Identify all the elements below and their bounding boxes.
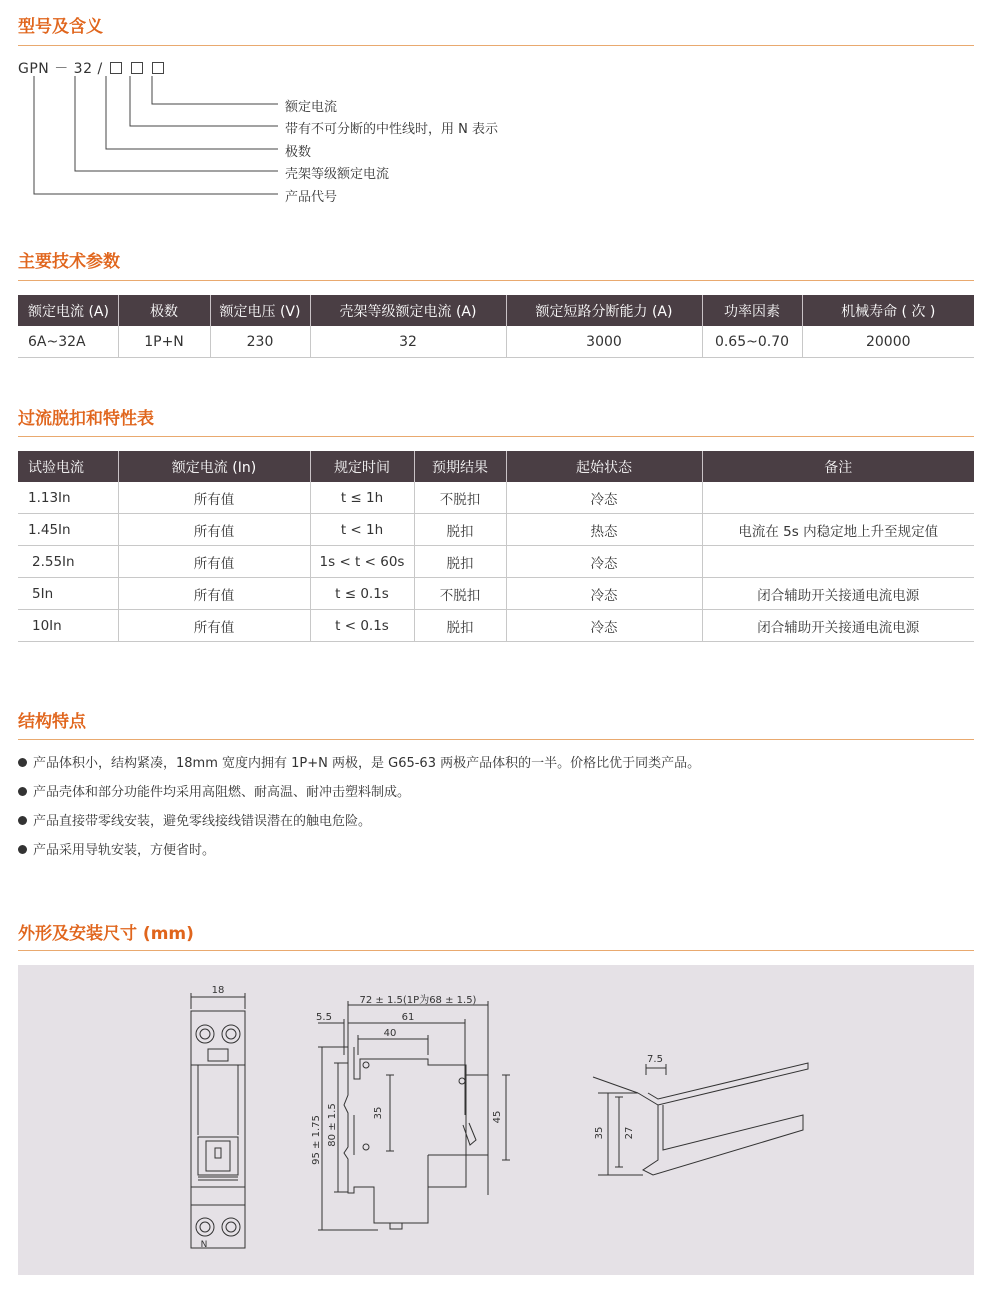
table-cell: 2.55In	[18, 546, 118, 578]
section-title-params: 主要技术参数	[18, 252, 120, 272]
section-divider	[18, 739, 974, 740]
table-header-row	[18, 451, 974, 482]
feature-text: 产品体积小，结构紧凑，18mm 宽度内拥有 1P+N 两极，是 G65-63 两极产品体积的一半。价格比优于同类产品。	[33, 756, 701, 771]
table-cell: 230	[210, 326, 310, 358]
meaning-rated-current: 额定电流	[285, 100, 338, 115]
params-table	[18, 295, 974, 358]
trip-table	[18, 451, 974, 642]
table-header: 机械寿命 ( 次 )	[802, 295, 974, 326]
table-cell: 脱扣	[414, 514, 506, 546]
table-cell	[702, 482, 974, 514]
table-cell: t < 0.1s	[310, 610, 414, 642]
section-title-features: 结构特点	[18, 712, 86, 732]
table-cell: 电流在 5s 内稳定地上升至规定值	[702, 514, 974, 546]
table-header: 起始状态	[506, 451, 702, 482]
feature-text: 产品壳体和部分功能件均采用高阻燃、耐高温、耐冲击塑料制成。	[33, 785, 411, 800]
dim-80: 80 ± 1.5	[327, 1103, 338, 1147]
bullet-icon	[18, 787, 27, 796]
table-cell	[702, 546, 974, 578]
table-header: 极数	[118, 295, 210, 326]
table-cell: t ≤ 0.1s	[310, 578, 414, 610]
model-prefix: GPN	[18, 61, 50, 77]
table-cell: 不脱扣	[414, 482, 506, 514]
table-cell: 冷态	[506, 578, 702, 610]
table-cell: 脱扣	[414, 610, 506, 642]
dim-total-depth: 72 ± 1.5(1P为68 ± 1.5)	[359, 995, 477, 1006]
bullet-icon	[18, 845, 27, 854]
table-row	[18, 514, 974, 546]
table-cell: 所有值	[118, 610, 310, 642]
table-row	[18, 326, 974, 358]
feature-text: 产品直接带零线安装，避免零线接线错误潜在的触电危险。	[33, 814, 372, 829]
list-item	[18, 839, 215, 858]
dim-45: 45	[492, 1110, 503, 1124]
table-header: 壳架等级额定电流 (A)	[310, 295, 506, 326]
table-header: 试验电流	[18, 451, 118, 482]
din-rail	[593, 1063, 808, 1175]
dim-rail-7-5: 7.5	[647, 1054, 663, 1065]
table-cell: 所有值	[118, 514, 310, 546]
list-item	[18, 781, 410, 800]
dimension-drawing-panel	[18, 965, 974, 1275]
table-cell: 3000	[506, 326, 702, 358]
table-header: 备注	[702, 451, 974, 482]
meaning-poles: 极数	[285, 145, 312, 160]
table-row	[18, 578, 974, 610]
table-header: 额定电流 (A)	[18, 295, 118, 326]
table-header-row	[18, 295, 974, 326]
section-title-trip: 过流脱扣和特性表	[18, 409, 154, 429]
list-item	[18, 752, 700, 771]
dim-rail-27: 27	[624, 1126, 635, 1140]
table-row	[18, 610, 974, 642]
dim-front-width: 18	[211, 985, 225, 996]
table-cell: 所有值	[118, 482, 310, 514]
table-cell: 脱扣	[414, 546, 506, 578]
table-cell: 不脱扣	[414, 578, 506, 610]
section-title-dims: 外形及安装尺寸 (mm)	[18, 924, 194, 944]
section-divider	[18, 280, 974, 281]
table-header: 额定电流 (In)	[118, 451, 310, 482]
dim-rail-35: 35	[594, 1126, 605, 1140]
model-leader-lines	[0, 0, 300, 210]
table-cell: 闭合辅助开关接通电流电源	[702, 610, 974, 642]
table-header: 额定电压 (V)	[210, 295, 310, 326]
table-cell: 冷态	[506, 610, 702, 642]
meaning-product-code: 产品代号	[285, 190, 338, 205]
table-cell: 6A~32A	[18, 326, 118, 358]
bullet-icon	[18, 816, 27, 825]
table-cell: 热态	[506, 514, 702, 546]
table-cell: 冷态	[506, 546, 702, 578]
table-row	[18, 482, 974, 514]
table-header: 功率因素	[702, 295, 802, 326]
list-item	[18, 810, 371, 829]
table-cell: t < 1h	[310, 514, 414, 546]
section-title-model: 型号及含义	[18, 17, 103, 37]
table-cell: 5In	[18, 578, 118, 610]
front-n-label: N	[200, 1240, 208, 1250]
dim-5-5: 5.5	[316, 1012, 332, 1023]
meaning-frame-current: 壳架等级额定电流	[285, 167, 390, 182]
table-header: 额定短路分断能力 (A)	[506, 295, 702, 326]
table-cell: t ≤ 1h	[310, 482, 414, 514]
dim-61: 61	[401, 1012, 415, 1023]
table-cell: 所有值	[118, 578, 310, 610]
table-cell: 10In	[18, 610, 118, 642]
table-cell: 0.65~0.70	[702, 326, 802, 358]
table-header: 规定时间	[310, 451, 414, 482]
section-divider	[18, 436, 974, 437]
bullet-icon	[18, 758, 27, 767]
section-divider	[18, 950, 974, 951]
dim-35-side: 35	[373, 1106, 384, 1120]
table-cell: 20000	[802, 326, 974, 358]
table-cell: 冷态	[506, 482, 702, 514]
table-cell: 1s < t < 60s	[310, 546, 414, 578]
table-cell: 1.45In	[18, 514, 118, 546]
side-view	[318, 1001, 510, 1230]
model-dash: －	[54, 61, 69, 77]
table-cell: 所有值	[118, 546, 310, 578]
model-frame: 32	[73, 61, 93, 77]
dim-95: 95 ± 1.75	[311, 1115, 322, 1165]
table-cell: 32	[310, 326, 506, 358]
table-cell: 闭合辅助开关接通电流电源	[702, 578, 974, 610]
meaning-neutral: 带有不可分断的中性线时，用 N 表示	[285, 122, 498, 137]
table-row	[18, 546, 974, 578]
feature-text: 产品采用导轨安装，方便省时。	[33, 843, 216, 858]
model-slash: /	[97, 61, 103, 77]
table-header: 预期结果	[414, 451, 506, 482]
table-cell: 1P+N	[118, 326, 210, 358]
table-cell: 1.13In	[18, 482, 118, 514]
dimension-drawing	[18, 965, 974, 1275]
dim-40: 40	[383, 1028, 397, 1039]
front-view	[191, 993, 245, 1248]
